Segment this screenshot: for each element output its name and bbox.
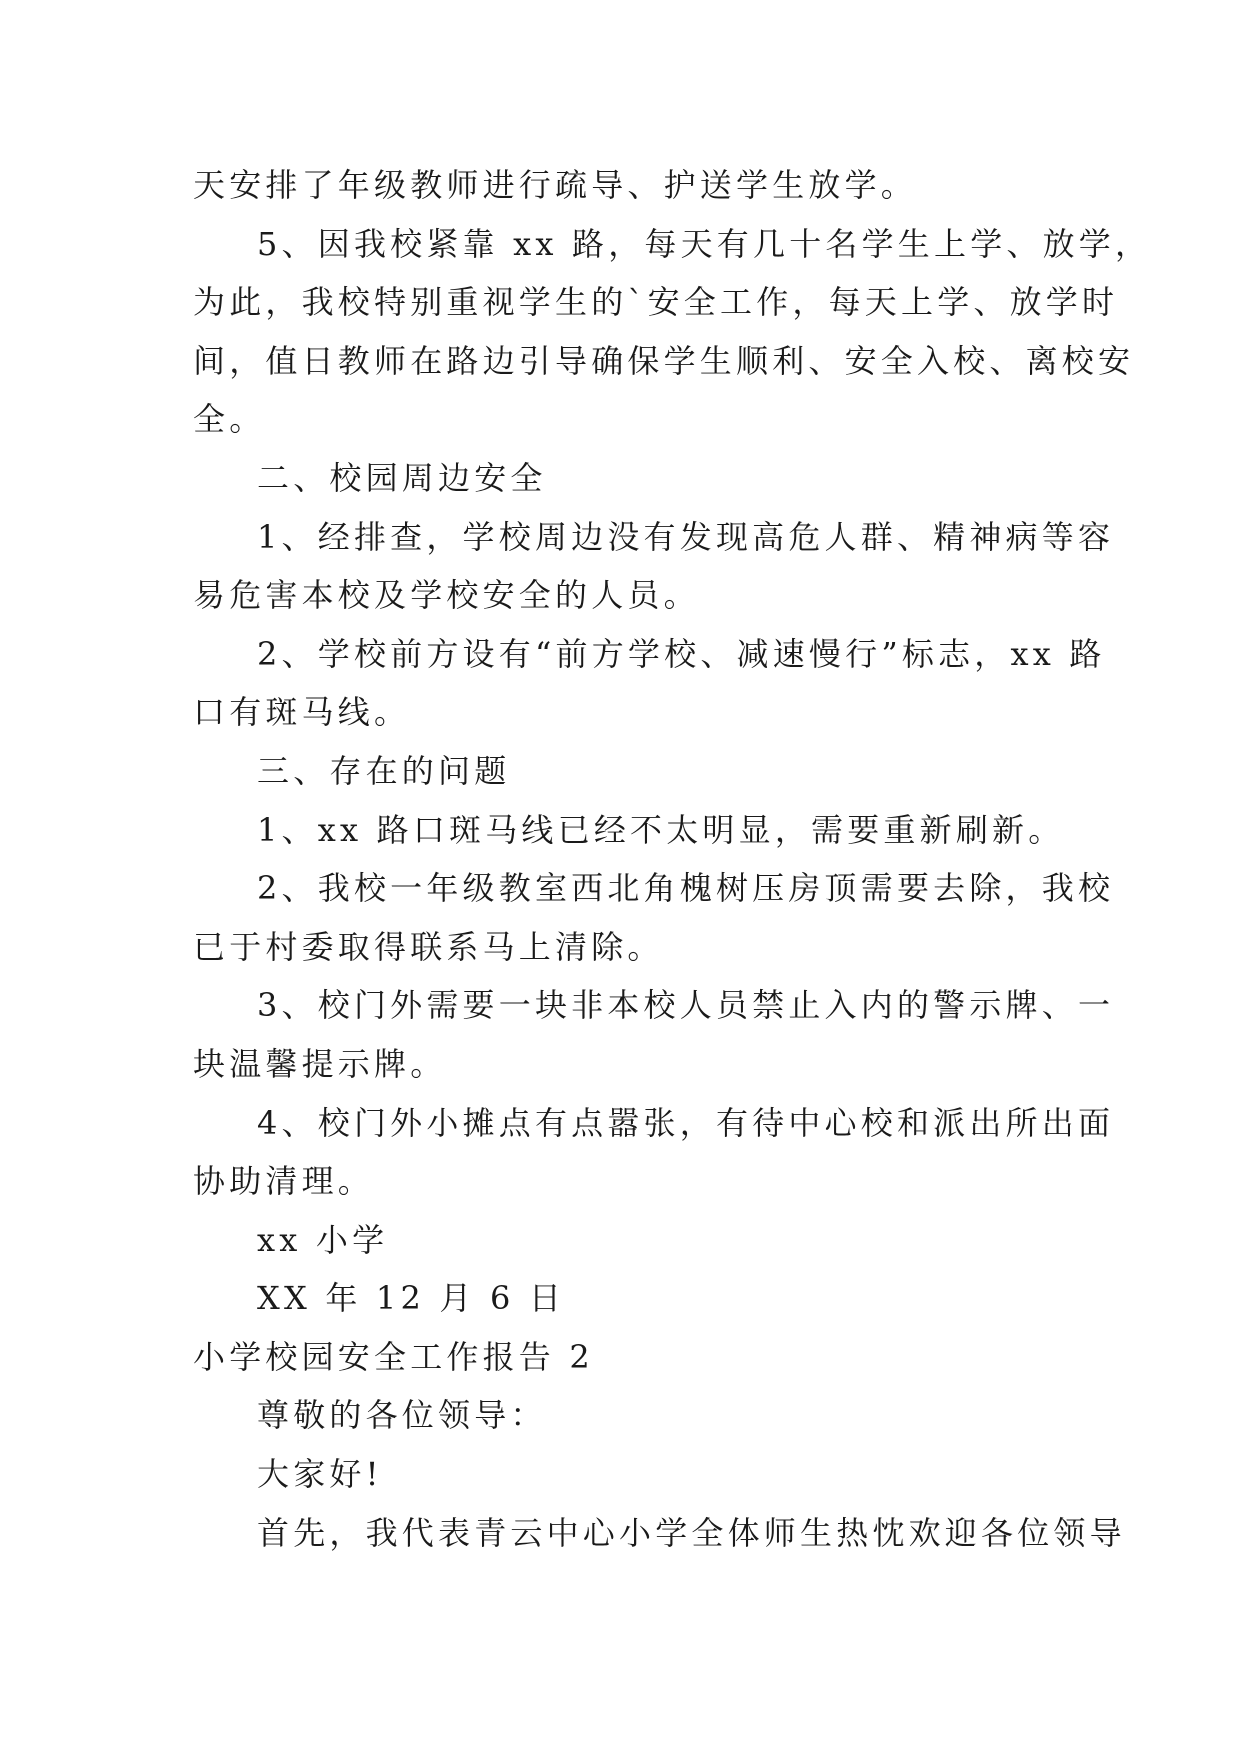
signature-school: xx 小学	[257, 1220, 389, 1259]
text-line: 1、经排查，学校周边没有发现高危人群、精神病等容	[257, 517, 1115, 556]
text-line: 2、学校前方设有“前方学校、减速慢行”标志，xx 路	[257, 634, 1106, 673]
text-line: 协助清理。	[193, 1162, 375, 1201]
text-line: 为此，我校特别重视学生的`安全工作，每天上学、放学时	[193, 283, 1119, 322]
text-line: 块温馨提示牌。	[193, 1044, 447, 1083]
text-line: 5、因我校紧靠 xx 路，每天有几十名学生上学、放学，	[257, 224, 1152, 263]
text-line: 1、xx 路口斑马线已经不太明显，需要重新刷新。	[257, 810, 1065, 849]
text-line: 3、校门外需要一块非本校人员禁止入内的警示牌、一	[257, 986, 1115, 1025]
text-line: 天安排了年级教师进行疏导、护送学生放学。	[193, 166, 918, 204]
report-title: 小学校园安全工作报告 2	[193, 1337, 594, 1376]
text-line: 口有斑马线。	[193, 693, 411, 732]
text-line: 全。	[193, 400, 266, 439]
signature-date: XX 年 12 月 6 日	[257, 1279, 566, 1318]
text-line: 间，值日教师在路边引导确保学生顺利、安全入校、离校安	[193, 341, 1135, 380]
text-line: 2、我校一年级教室西北角槐树压房顶需要去除，我校	[257, 869, 1115, 908]
section-heading: 二、校园周边安全	[257, 458, 547, 497]
text-line: 4、校门外小摊点有点嚣张，有待中心校和派出所出面	[257, 1103, 1115, 1142]
text-line: 易危害本校及学校安全的人员。	[193, 576, 700, 615]
text-line: 首先，我代表青云中心小学全体师生热忱欢迎各位领导	[257, 1513, 1126, 1552]
document-body	[193, 156, 1152, 1562]
salutation: 尊敬的各位领导：	[257, 1396, 547, 1435]
greeting: 大家好!	[257, 1455, 383, 1494]
section-heading: 三、存在的问题	[257, 751, 511, 790]
text-line: 已于村委取得联系马上清除。	[193, 927, 664, 966]
